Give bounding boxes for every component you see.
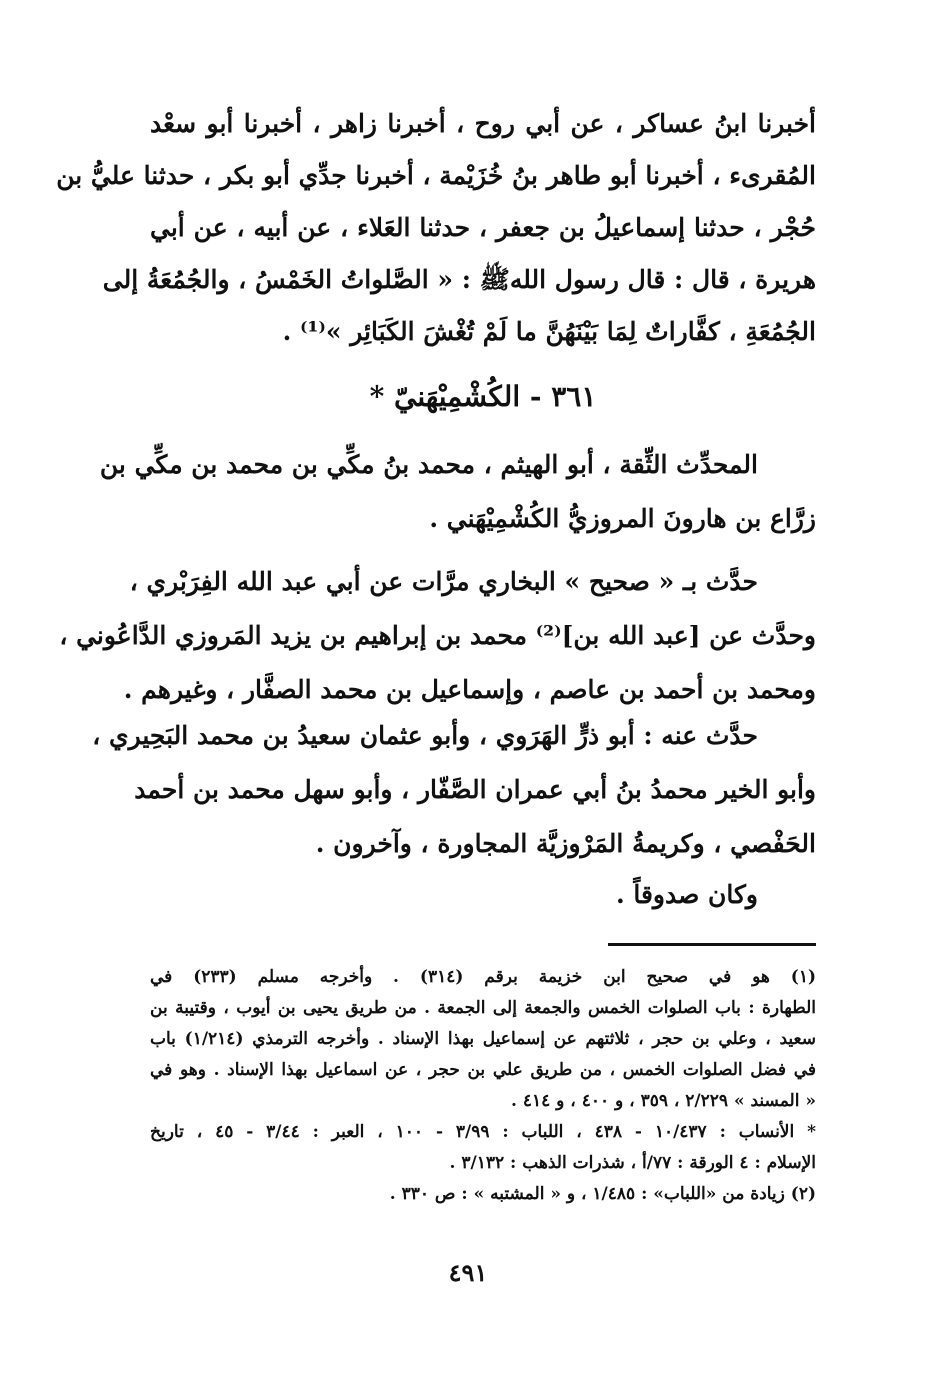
paragraph-verdict xyxy=(150,868,816,922)
footnotes xyxy=(150,962,816,1210)
footnote-separator xyxy=(608,943,816,946)
text-line: وكان صدوقاً . xyxy=(615,880,758,909)
footnote-line: (٢) زيادة من «اللباب» : ١/٤٨٥ ، و « المشتبه » : ص ٣٣٠ . xyxy=(389,1184,816,1204)
page-number: ٤٩١ xyxy=(448,1258,488,1287)
section-heading: ٣٦١ - الكُشْمِيْهَنيّ * xyxy=(369,380,597,413)
paragraph-biography-intro xyxy=(99,438,816,546)
footnote-line: « المسند » ٢/٢٢٩ ، ٣٥٩ ، و ٤٠٠ ، و ٤١٤ . xyxy=(511,1091,816,1111)
footnote-line: سعيد ، وعلي بن حجر ، ثلاثتهم عن إسماعيل بهذا الإسناد . وأخرجه الترمذي (١/٢١٤) باب xyxy=(150,1029,816,1049)
footnote-line: * الأنساب : ١٠/٤٣٧ - ٤٣٨ ، اللباب : ٣/٩٩ - ١٠٠ ، العبر : ٣/٤٤ - ٤٥ ، تاريخ xyxy=(150,1122,816,1142)
paragraph-narrated-by xyxy=(92,709,816,871)
text-line: حُجْر ، حدثنا إسماعيلُ بن جعفر ، حدثنا العَلاء ، عن أبيه ، عن أبي xyxy=(150,213,816,242)
text-line: حدَّث بـ « صحيح » البخاري مرَّات عن أبي عبد الله الفِرَبْري ، xyxy=(129,567,758,596)
text-line: وحدَّث عن [عبد الله بن]⁽²⁾ محمد بن إبراهيم بن يزيد المَروزي الدَّاعُوني ، xyxy=(59,621,816,650)
footnote-line: الإسلام : ٤ الورقة : ٧٧/أ ، شذرات الذهب : ٣/١٣٢ . xyxy=(449,1153,816,1173)
text-line: حدَّث عنه : أبو ذرٍّ الهَرَوي ، وأبو عثمان سعيدُ بن محمد البَحِيري ، xyxy=(92,721,758,750)
text-line: وأبو الخير محمدُ بنُ أبي عمران الصَّفّار ، وأبو سهل محمد بن أحمد xyxy=(134,775,816,804)
text-line: الجُمُعَةِ ، كفَّاراتٌ لِمَا بَيْنَهُنَّ ما لَمْ تُغْشَ الكَبَائِر »⁽¹⁾ . xyxy=(282,317,816,346)
paragraph-narrated-from xyxy=(59,555,816,717)
text-line: ومحمد بن أحمد بن عاصم ، وإسماعيل بن محمد الصفَّار ، وغيرهم . xyxy=(123,675,816,704)
paragraph-hadith-chain xyxy=(56,98,816,358)
footnote-line: الطهارة : باب الصلوات الخمس والجمعة إلى الجمعة . من طريق يحيى بن أيوب ، وقتيبة بن xyxy=(150,998,816,1018)
text-line: الحَفْصي ، وكريمةُ المَرْوزيَّة المجاورة ، وآخرون . xyxy=(315,829,816,858)
text-line: هريرة ، قال : قال رسول اللهﷺ : « الصَّلواتُ الخَمْسُ ، والجُمُعَةُ إلى xyxy=(102,265,816,294)
text-line: المُقرىء ، أخبرنا أبو طاهر بنُ خُزَيْمة ، أخبرنا جدِّي أبو بكر ، حدثنا عليُّ بن xyxy=(56,161,816,190)
text-line: زرَّاع بن هارونَ المروزيُّ الكُشْمِيْهَني . xyxy=(429,504,816,533)
text-line: أخبرنا ابنُ عساكر ، عن أبي روح ، أخبرنا زاهر ، أخبرنا أبو سعْد xyxy=(150,109,816,138)
text-line: المحدِّث الثِّقة ، أبو الهيثم ، محمد بنُ مكِّي بن محمد بن مكِّي بن xyxy=(99,450,758,479)
footnote-line: (١) هو في صحيح ابن خزيمة برقم (٣١٤) . وأخرجه مسلم (٢٣٣) في xyxy=(150,967,816,987)
footnote-line: في فضل الصلوات الخمس ، من طريق علي بن حجر ، عن اسماعيل بهذا الإسناد . وهو في xyxy=(150,1060,816,1080)
